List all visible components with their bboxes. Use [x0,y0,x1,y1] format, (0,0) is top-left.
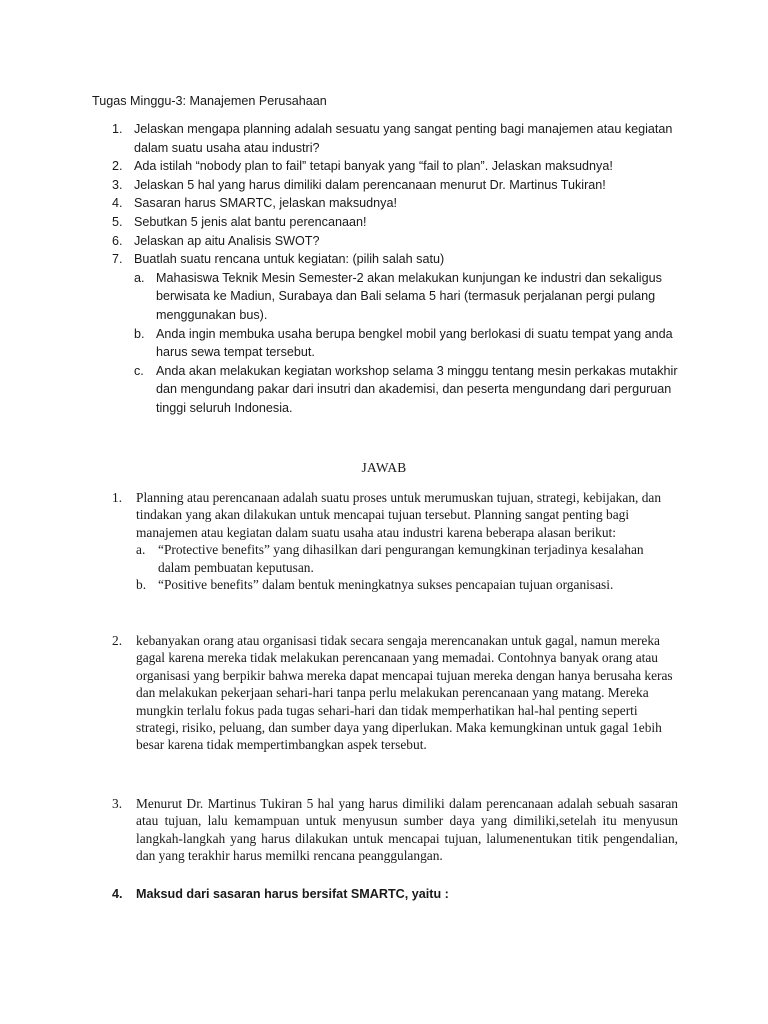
option-item [134,269,692,325]
answer-number: 1. [112,490,123,505]
item-text: Jelaskan 5 hal yang harus dimiliki dalam perencanaan menurut Dr. Martinus Tukiran! [134,177,606,192]
subitem-text: “Protective benefits” yang dihasilkan dari pengurangan kemungkinan terjadinya kesalahan dalam pembuatan keputusan. [158,542,644,575]
answer-4 [112,885,449,904]
option-item [134,362,692,418]
list-item [92,194,692,213]
answer-number: 2. [112,633,123,648]
item-text: Jelaskan mengapa planning adalah sesuatu yang sangat penting bagi manajemen atau kegiatan dalam suatu usaha atau industri? [134,122,673,155]
answer-item [112,795,678,865]
answer-text: Planning atau perencanaan adalah suatu proses untuk merumuskan tujuan, strategi, kebijakan, dan tindakan yang akan dilakukan untuk mencapai tujuan tersebut. Planning sangat penting bagi manajemen atau kegiatan dalam suatu usaha atau industri karena beberapa alasan berikut: [136,490,662,540]
answer-item [112,632,678,754]
answer-2 [112,632,678,754]
option-text: Anda ingin membuka usaha berupa bengkel mobil yang berlokasi di suatu tempat yang anda harus sewa tempat tersebut. [156,326,673,360]
item-body [134,250,692,417]
option-letter: a. [134,270,145,285]
item-number: 3. [112,177,123,192]
option-letter: c. [134,363,144,378]
option-text: Mahasiswa Teknik Mesin Semester-2 akan melakukan kunjungan ke industri dan sekaligus berwisata ke Madiun, Surabaya dan Bali selama 5 hari (termasuk perjalanan pergi pulang menggunakan bus). [156,270,662,322]
answer-number: 3. [112,796,123,811]
item-number: 2. [112,159,123,174]
answer-1 [112,489,678,593]
answer-3 [112,795,678,865]
option-item [134,325,692,362]
item-number: 1. [112,122,123,136]
page-title: Tugas Minggu-3: Manajemen Perusahaan [92,94,327,108]
option-letter: b. [134,326,145,341]
item-text: Jelaskan ap aitu Analisis SWOT? [134,233,320,248]
list-item [92,250,692,417]
item-number: 6. [112,233,123,248]
answer-subitem [136,541,678,576]
subitem-text: “Positive benefits” dalam bentuk meningkatnya sukses pencapaian tujuan organisasi. [158,577,614,593]
subitem-letter: a. [136,542,146,558]
list-item [92,176,692,195]
subitem-letter: b. [136,577,147,593]
answer-item [112,489,678,541]
item-text: Sebutkan 5 jenis alat bantu perencanaan! [134,214,367,229]
option-list [134,269,692,418]
answer-text: kebanyakan orang atau organisasi tidak secara sengaja merencanakan untuk gagal, namun mereka gagal karena mereka tidak melakukan perencanaan yang memadai. Contohnya banyak orang atau organisasi yang berpikir bahwa mereka dapat mencapai tujuan mereka dengan hanya berusaha keras dan melakukan pekerjaan sehari-hari tanpa perlu melakukan perencanaan yang matang. Mereka mungkin terlalu fokus pada tugas sehari-hari dan tidak memperhatikan hal-hal penting seperti strategi, risiko, peluang, dan sumber daya yang diperlukan. Maka kemungkinan untuk gagal 1ebih besar karena tidak mempertimbangkan aspek tersebut. [136,633,673,753]
option-text: Anda akan melakukan kegiatan workshop selama 3 minggu tentang mesin perkakas mutakhir dan mengundang pakar dari insutri dan akademisi, dan peserta mengundang dari perguruan tinggi seluruh Indonesia. [156,363,678,415]
list-item [92,232,692,251]
list-item [92,157,692,176]
answer-number: 4. [112,887,123,901]
item-number: 7. [112,252,123,267]
item-text: Sasaran harus SMARTC, jelaskan maksudnya! [134,196,397,211]
question-list [92,120,692,418]
item-number: 4. [112,196,123,211]
answer-subitem [136,576,678,593]
list-item [92,213,692,232]
list-item [92,120,692,157]
answer-heading: JAWAB [361,460,407,475]
answer-text: Maksud dari sasaran harus bersifat SMARTC, yaitu : [136,887,449,901]
item-text: Ada istilah “nobody plan to fail” tetapi banyak yang “fail to plan”. Jelaskan maksudnya! [134,159,613,174]
item-number: 5. [112,214,123,229]
answer-text: Menurut Dr. Martinus Tukiran 5 hal yang harus dimiliki dalam perencanaan adalah sebuah sasaran atau tujuan, lalu kemampuan untuk menyusun sumber daya yang dimiliki,setelah itu menyusun langkah-langkah yang harus dilakukan untuk mencapai tujuan, lalumenentukan titik pengendalian, dan yang terakhir harus memilki rencana peanggulangan. [136,796,678,864]
item-text: Buatlah suatu rencana untuk kegiatan: (pilih salah satu) [134,252,445,267]
